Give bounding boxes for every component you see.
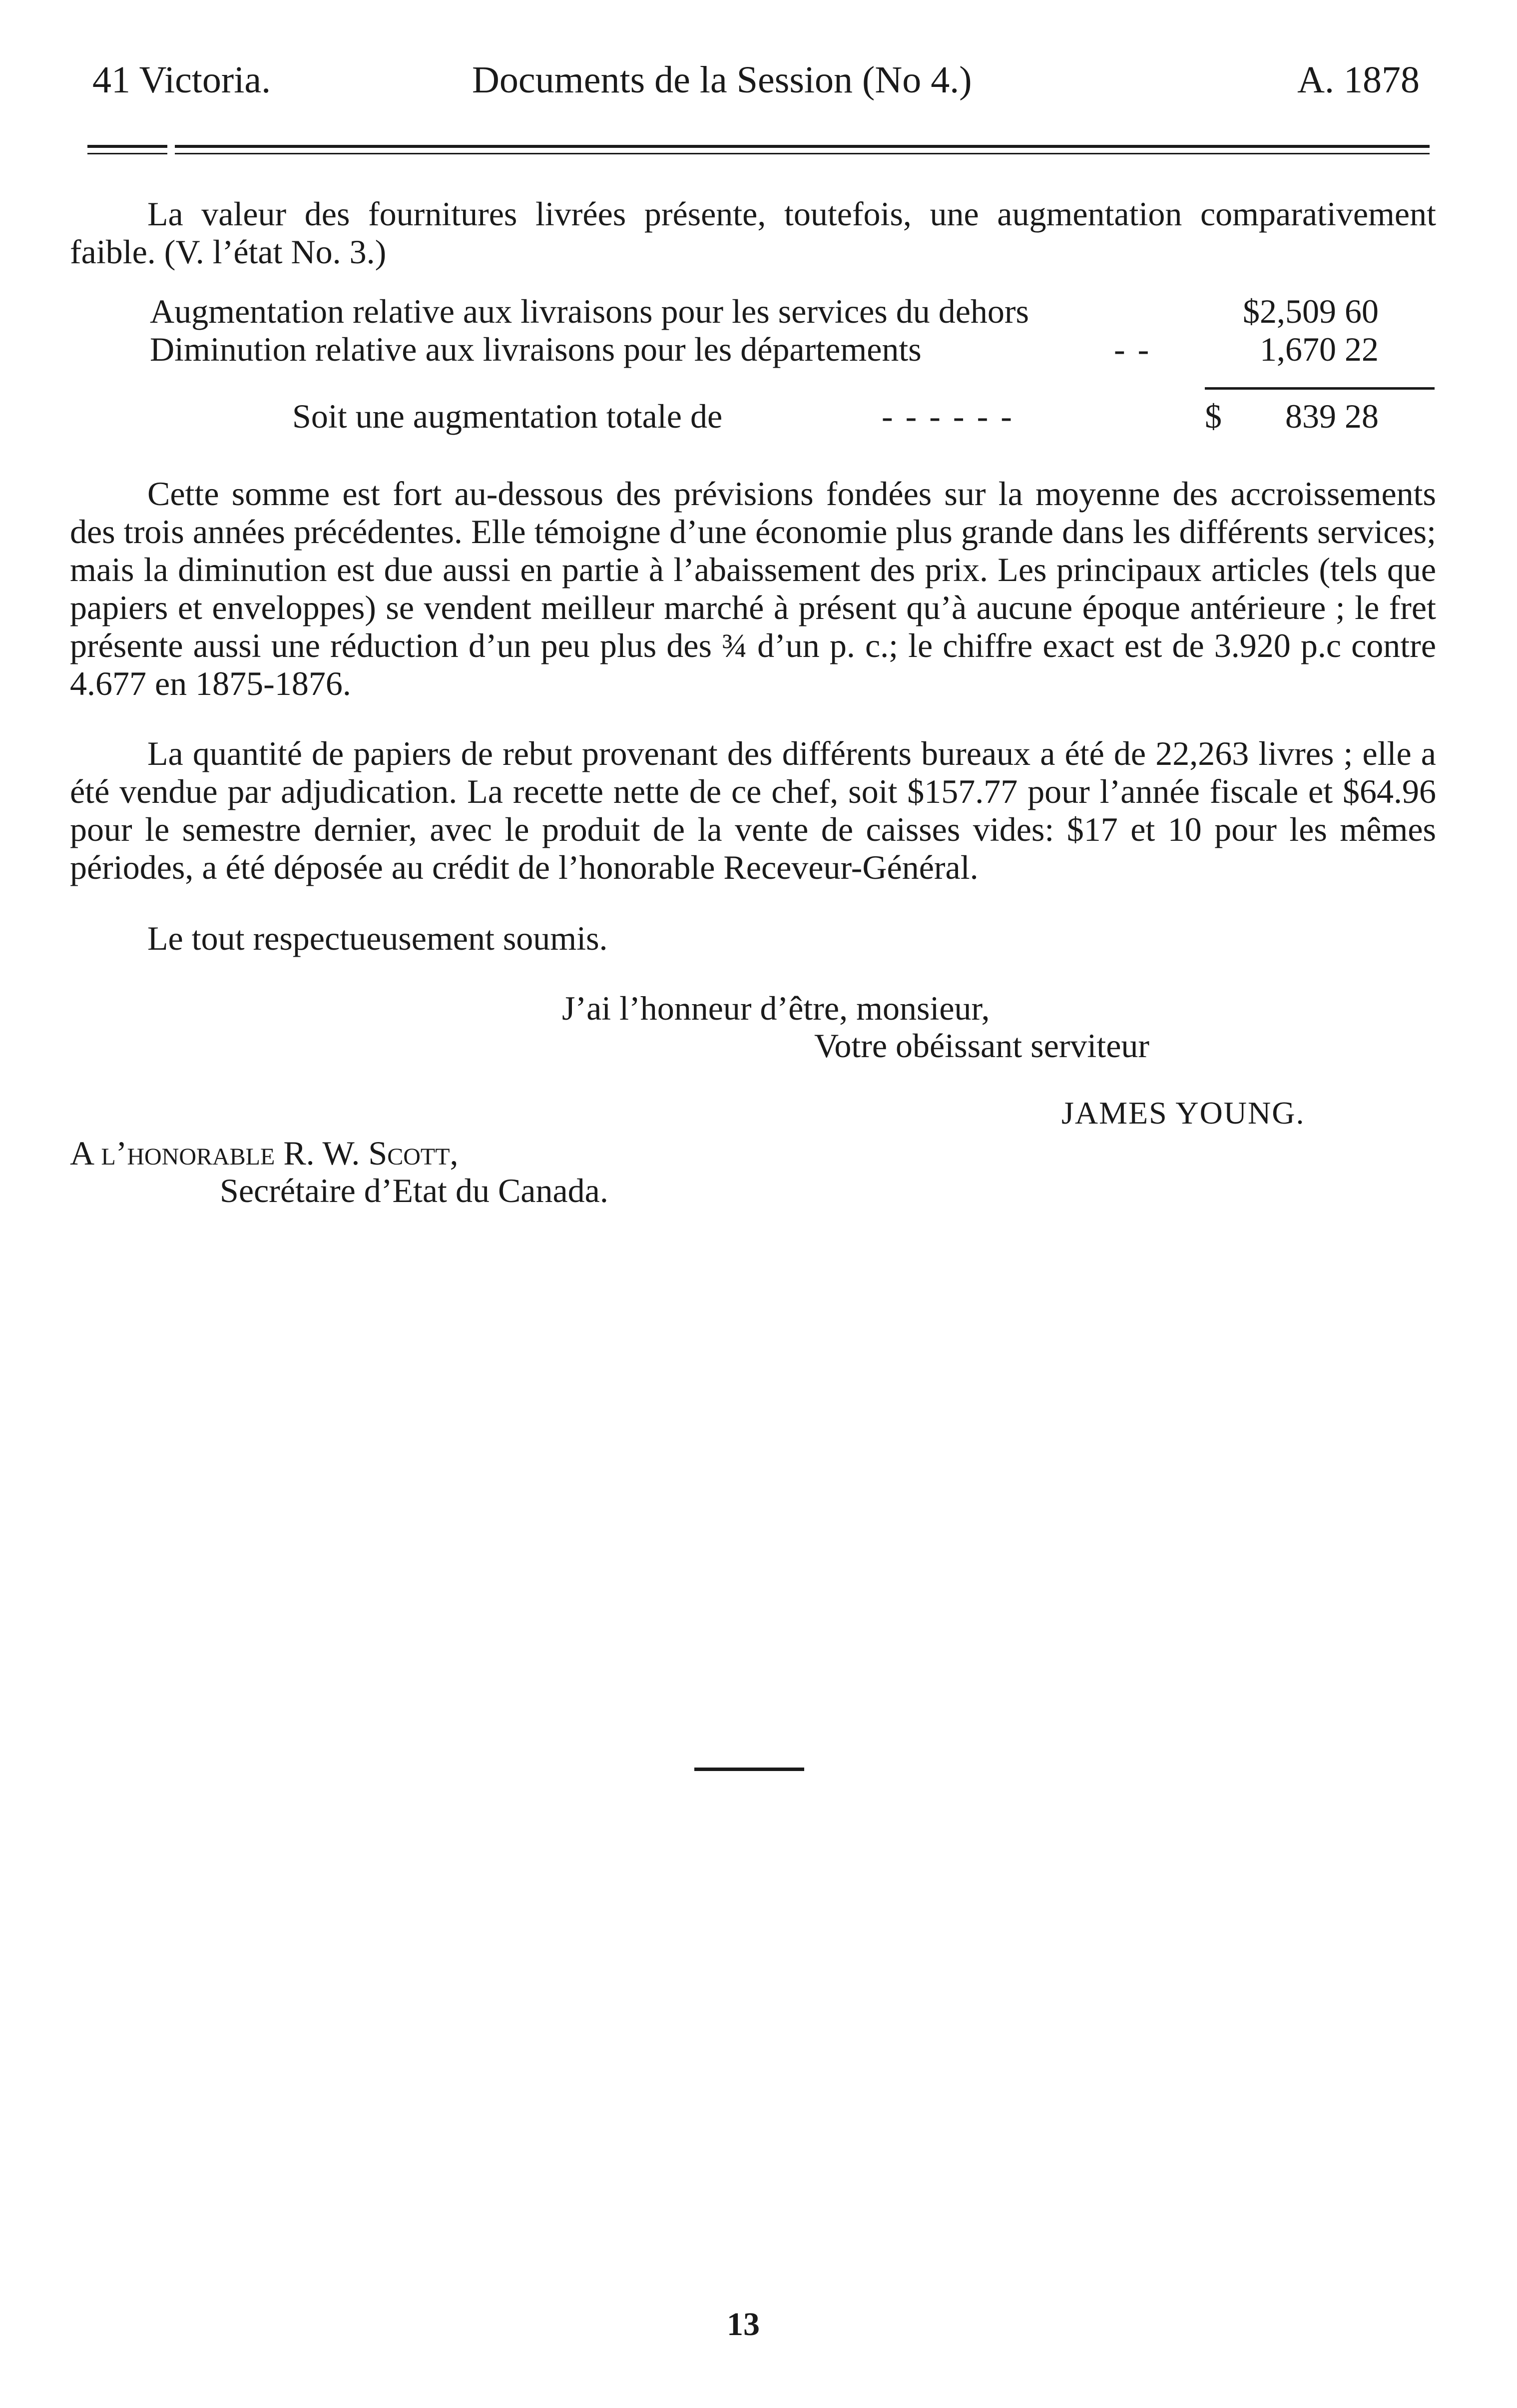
ledger-total-currency: $	[1205, 397, 1222, 435]
header-year: A. 1878	[1297, 59, 1420, 101]
ledger-leader-dashes: - - - - - -	[882, 397, 1014, 435]
paragraph-analysis: Cette somme est fort au-dessous des prévisions fondées sur la moyenne des accroissements des trois années précédentes. Elle témoigne d’une économie plus grande dans les différents services; mais la diminution est due aussi en partie à l’abaissement des prix. Les principaux articles (tels que papiers et enveloppes) se vendent meilleur marché à présent qu’à aucune époque antérieure ; le fret présente aussi une réduction d’un peu plus des ¾ d’un p. c.; le chiffre exact est de 3.920 p.c contre 4.677 en 1875-1876.	[70, 475, 1436, 702]
header-rule-long-thick	[175, 145, 1430, 148]
ledger-label: Diminution relative aux livraisons pour les départements	[150, 330, 922, 368]
addressee-name: A l’honorable R. W. Scott,	[70, 1134, 459, 1172]
header-rule-short-thin	[87, 153, 167, 154]
closing-servant: Votre obéissant serviteur	[814, 1027, 1150, 1065]
ledger-sum-rule	[1205, 387, 1435, 390]
ledger-amount: $2,509 60	[1243, 292, 1379, 330]
addressee-title: Secrétaire d’Etat du Canada.	[220, 1172, 608, 1209]
ledger-row-increase	[70, 292, 1436, 330]
ledger-total-amount: 839 28	[1285, 397, 1379, 435]
paragraph-waste-paper: La quantité de papiers de rebut provenant des différents bureaux a été de 22,263 livres ; elle a été vendue par adjudication. La recette nette de ce chef, soit $157.77 pour l’année fiscale et $64.96 pour le semestre dernier, avec le produit de la vente de caisses vides: $17 et 10 pour les mêmes périodes, a été déposée au crédit de l’honorable Receveur-Général.	[70, 734, 1436, 886]
ledger-label: Augmentation relative aux livraisons pour les services du dehors	[150, 292, 1029, 330]
header-document-title: Documents de la Session (No 4.)	[472, 59, 972, 101]
signature: JAMES YOUNG.	[1061, 1095, 1305, 1131]
ledger-total-label: Soit une augmentation totale de	[292, 397, 723, 435]
running-head	[87, 57, 1430, 102]
header-rule-long-thin	[175, 153, 1430, 154]
ledger-leader-dashes: - -	[1114, 330, 1151, 368]
end-rule	[694, 1768, 804, 1771]
paragraph-submission: Le tout respectueusement soumis.	[147, 919, 608, 957]
header-session-year: 41 Victoria.	[92, 59, 271, 101]
ledger	[70, 292, 1436, 435]
ledger-row-total	[70, 397, 1436, 435]
closing-salutation: J’ai l’honneur d’être, monsieur,	[562, 989, 990, 1027]
header-rule-short-thick	[87, 145, 167, 148]
ledger-amount: 1,670 22	[1260, 330, 1379, 368]
page-number: 13	[727, 2306, 760, 2343]
paragraph-supplies-value: La valeur des fournitures livrées présente, toutefois, une augmentation comparativement faible. (V. l’état No. 3.)	[70, 195, 1436, 271]
ledger-row-decrease	[70, 330, 1436, 368]
